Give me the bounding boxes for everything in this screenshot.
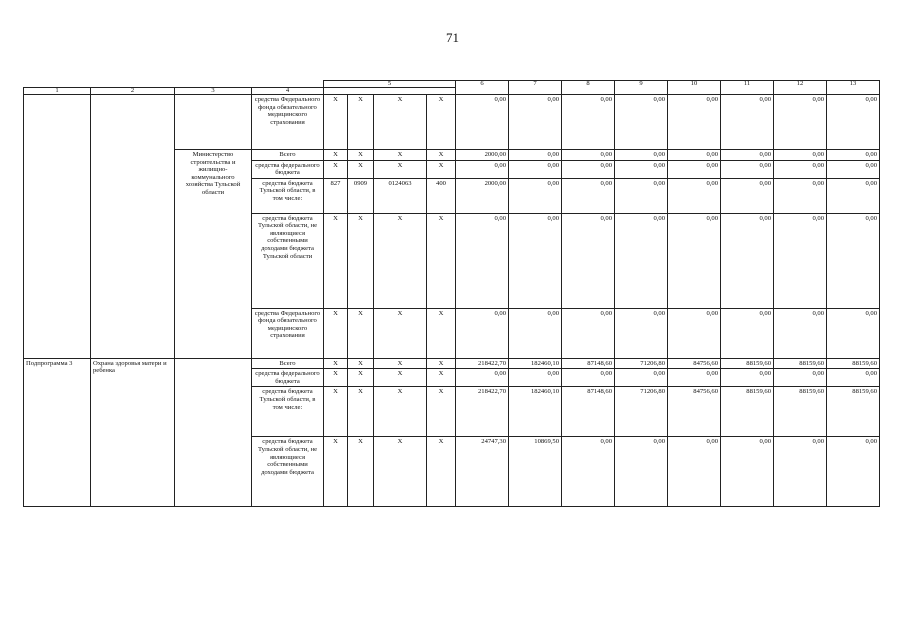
budget-code-cell: X <box>348 95 374 150</box>
value-cell: 0,00 <box>615 308 668 358</box>
budget-code-cell: X <box>374 213 427 308</box>
budget-code-cell: X <box>427 160 456 178</box>
budget-code-cell: 400 <box>427 178 456 213</box>
executor-cell <box>175 358 252 507</box>
value-cell: 0,00 <box>721 150 774 161</box>
header-col-3: 3 <box>175 88 252 95</box>
header-col-7: 7 <box>509 81 562 95</box>
funding-source-label: Всего <box>252 358 324 369</box>
budget-code-cell: X <box>348 437 374 507</box>
header-col-11: 11 <box>721 81 774 95</box>
budget-code-cell: X <box>374 160 427 178</box>
funding-source-label: средства бюджета Тульской области, в том числе: <box>252 387 324 437</box>
funding-source-label: средства федерального бюджета <box>252 369 324 387</box>
header-col-2: 2 <box>91 88 175 95</box>
value-cell: 88159,60 <box>721 387 774 437</box>
value-cell: 0,00 <box>509 150 562 161</box>
value-cell: 0,00 <box>827 160 880 178</box>
value-cell: 0,00 <box>668 178 721 213</box>
value-cell: 0,00 <box>456 308 509 358</box>
value-cell: 0,00 <box>456 213 509 308</box>
table-row <box>24 358 880 369</box>
value-cell: 2000,00 <box>456 178 509 213</box>
budget-table-sheet <box>23 80 880 507</box>
budget-code-cell: X <box>348 308 374 358</box>
value-cell: 0,00 <box>827 95 880 150</box>
budget-code-cell: X <box>348 387 374 437</box>
header-col-10: 10 <box>668 81 721 95</box>
value-cell: 87148,60 <box>562 358 615 369</box>
budget-code-cell: X <box>374 308 427 358</box>
executor-cell <box>175 95 252 150</box>
value-cell: 10869,50 <box>509 437 562 507</box>
value-cell: 0,00 <box>562 150 615 161</box>
value-cell: 0,00 <box>827 308 880 358</box>
header-col-12: 12 <box>774 81 827 95</box>
budget-code-cell: X <box>427 95 456 150</box>
budget-code-cell: X <box>427 150 456 161</box>
header-col-13: 13 <box>827 81 880 95</box>
value-cell: 84756,60 <box>668 358 721 369</box>
budget-code-cell: X <box>374 358 427 369</box>
value-cell: 0,00 <box>668 369 721 387</box>
budget-code-cell: 0124063 <box>374 178 427 213</box>
budget-code-cell: X <box>374 437 427 507</box>
value-cell: 0,00 <box>562 160 615 178</box>
value-cell: 0,00 <box>827 178 880 213</box>
value-cell: 0,00 <box>774 213 827 308</box>
budget-code-cell: X <box>348 160 374 178</box>
budget-code-cell: X <box>348 150 374 161</box>
value-cell: 0,00 <box>774 178 827 213</box>
col2-cell <box>91 95 175 359</box>
value-cell: 182460,10 <box>509 387 562 437</box>
value-cell: 0,00 <box>562 178 615 213</box>
value-cell: 0,00 <box>509 369 562 387</box>
value-cell: 0,00 <box>774 369 827 387</box>
budget-code-cell: X <box>374 369 427 387</box>
table-row <box>24 95 880 150</box>
value-cell: 0,00 <box>615 95 668 150</box>
budget-code-cell: X <box>427 358 456 369</box>
value-cell: 0,00 <box>721 160 774 178</box>
value-cell: 0,00 <box>774 437 827 507</box>
subprogram-name: Охрана здоровья матери и ребенка <box>91 358 175 507</box>
col1-cell <box>24 95 91 359</box>
budget-code-cell: 827 <box>324 178 348 213</box>
value-cell: 218422,70 <box>456 358 509 369</box>
value-cell: 0,00 <box>774 95 827 150</box>
budget-code-cell: X <box>324 160 348 178</box>
value-cell: 0,00 <box>509 160 562 178</box>
value-cell: 0,00 <box>668 160 721 178</box>
value-cell: 0,00 <box>721 369 774 387</box>
value-cell: 182460,10 <box>509 358 562 369</box>
budget-code-cell: X <box>427 387 456 437</box>
funding-source-label: средства бюджета Тульской области, в том числе: <box>252 178 324 213</box>
value-cell: 0,00 <box>562 369 615 387</box>
value-cell: 0,00 <box>509 95 562 150</box>
value-cell: 0,00 <box>668 437 721 507</box>
value-cell: 0,00 <box>615 160 668 178</box>
budget-code-cell: X <box>324 150 348 161</box>
value-cell: 0,00 <box>615 437 668 507</box>
funding-source-label: средства Федерального фонда обязательного медицинского страхования <box>252 95 324 150</box>
budget-code-cell: X <box>348 213 374 308</box>
value-cell: 0,00 <box>827 150 880 161</box>
value-cell: 0,00 <box>721 437 774 507</box>
budget-code-cell: X <box>427 308 456 358</box>
value-cell: 0,00 <box>774 150 827 161</box>
value-cell: 0,00 <box>668 213 721 308</box>
executor-ministry: Министерство строительства и жилищно-коммунального хозяйства Тульской области <box>175 150 252 359</box>
value-cell: 87148,60 <box>562 387 615 437</box>
value-cell: 0,00 <box>509 308 562 358</box>
header-row-top <box>24 81 880 88</box>
value-cell: 0,00 <box>721 213 774 308</box>
budget-code-cell: X <box>427 213 456 308</box>
budget-code-cell: X <box>324 387 348 437</box>
page-number: 71 <box>446 30 459 45</box>
value-cell: 0,00 <box>827 369 880 387</box>
budget-code-cell: X <box>324 369 348 387</box>
value-cell: 0,00 <box>615 213 668 308</box>
header-col-1: 1 <box>24 88 91 95</box>
budget-code-cell: X <box>427 437 456 507</box>
budget-code-cell: X <box>427 369 456 387</box>
budget-code-cell: X <box>374 387 427 437</box>
value-cell: 0,00 <box>615 178 668 213</box>
value-cell: 0,00 <box>615 369 668 387</box>
budget-code-cell: X <box>348 369 374 387</box>
value-cell: 0,00 <box>721 308 774 358</box>
funding-source-label: средства бюджета Тульской области, не являющиеся собственными доходами бюджета <box>252 437 324 507</box>
budget-code-cell: X <box>324 308 348 358</box>
value-cell: 0,00 <box>827 213 880 308</box>
header-col-8: 8 <box>562 81 615 95</box>
value-cell: 0,00 <box>774 160 827 178</box>
value-cell: 88159,60 <box>774 387 827 437</box>
value-cell: 0,00 <box>562 95 615 150</box>
value-cell: 218422,70 <box>456 387 509 437</box>
funding-source-label: Всего <box>252 150 324 161</box>
value-cell: 71206,80 <box>615 358 668 369</box>
value-cell: 0,00 <box>668 150 721 161</box>
value-cell: 0,00 <box>562 437 615 507</box>
budget-code-cell: X <box>324 437 348 507</box>
budget-code-cell: X <box>324 358 348 369</box>
budget-code-cell: X <box>348 358 374 369</box>
value-cell: 0,00 <box>562 308 615 358</box>
value-cell: 0,00 <box>562 213 615 308</box>
value-cell: 84756,60 <box>668 387 721 437</box>
value-cell: 0,00 <box>509 213 562 308</box>
funding-source-label: средства бюджета Тульской области, не являющиеся собственными доходами бюджета Тульской области <box>252 213 324 308</box>
value-cell: 71206,80 <box>615 387 668 437</box>
value-cell: 0,00 <box>721 95 774 150</box>
subprogram-code: Подпрограмма 3 <box>24 358 91 507</box>
value-cell: 2000,00 <box>456 150 509 161</box>
value-cell: 88159,60 <box>774 358 827 369</box>
value-cell: 0,00 <box>456 369 509 387</box>
value-cell: 88159,60 <box>827 387 880 437</box>
funding-source-label: средства Федерального фонда обязательного медицинского страхования <box>252 308 324 358</box>
header-col-5: 5 <box>324 81 456 88</box>
value-cell: 88159,60 <box>721 358 774 369</box>
value-cell: 0,00 <box>615 150 668 161</box>
budget-code-cell: X <box>324 95 348 150</box>
value-cell: 0,00 <box>456 95 509 150</box>
value-cell: 88159,60 <box>827 358 880 369</box>
budget-code-cell: 0909 <box>348 178 374 213</box>
value-cell: 0,00 <box>668 308 721 358</box>
value-cell: 0,00 <box>456 160 509 178</box>
value-cell: 0,00 <box>668 95 721 150</box>
value-cell: 0,00 <box>721 178 774 213</box>
budget-code-cell: X <box>374 95 427 150</box>
header-col-6: 6 <box>456 81 509 95</box>
value-cell: 0,00 <box>827 437 880 507</box>
value-cell: 0,00 <box>509 178 562 213</box>
value-cell: 0,00 <box>774 308 827 358</box>
header-col-4: 4 <box>252 88 324 95</box>
header-col-9: 9 <box>615 81 668 95</box>
value-cell: 24747,30 <box>456 437 509 507</box>
funding-source-label: средства федерального бюджета <box>252 160 324 178</box>
budget-code-cell: X <box>324 213 348 308</box>
budget-table <box>23 80 880 507</box>
budget-code-cell: X <box>374 150 427 161</box>
